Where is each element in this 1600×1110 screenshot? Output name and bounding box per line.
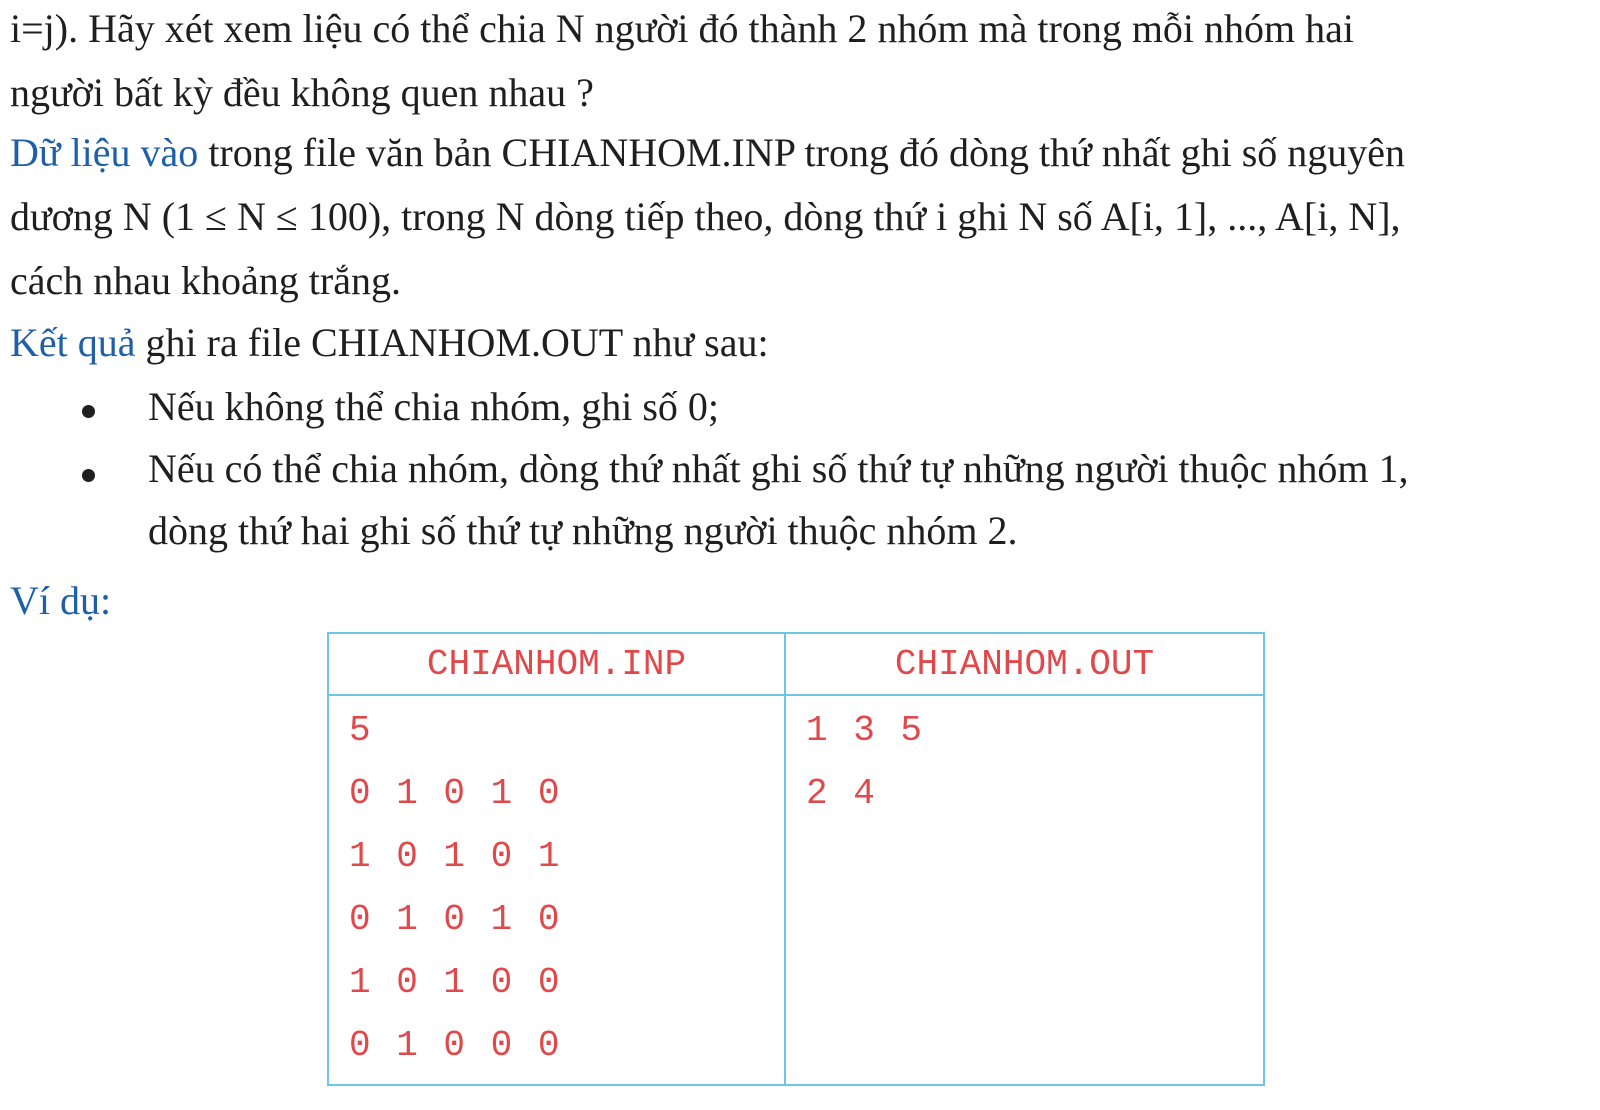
problem-text-line-2: người bất kỳ đều không quen nhau ? — [10, 70, 594, 115]
input-label: Dữ liệu vào — [10, 130, 199, 175]
input-line: 0 1 0 1 0 — [349, 773, 562, 814]
input-line: 0 1 0 1 0 — [349, 899, 562, 940]
output-description-text: ghi ra file CHIANHOM.OUT như sau: — [135, 320, 769, 365]
output-line: 1 3 5 — [806, 710, 925, 751]
problem-text-line-1: i=j). Hãy xét xem liệu có thể chia N người đó thành 2 nhóm mà trong mỗi nhóm hai — [10, 6, 1355, 51]
input-file-contents — [329, 696, 784, 1084]
output-file-contents — [786, 696, 1263, 832]
bullet-icon — [82, 469, 95, 482]
example-table-body-row — [328, 695, 1264, 1085]
input-line: 0 1 0 0 0 — [349, 1025, 562, 1066]
input-description-text: trong file văn bản CHIANHOM.INP trong đó dòng thứ nhất ghi số nguyên — [198, 130, 1406, 175]
example-table — [327, 632, 1265, 1086]
input-file-cell — [328, 695, 785, 1085]
input-description-line-2: dương N (1 ≤ N ≤ 100), trong N dòng tiếp theo, dòng thứ i ghi N số A[i, 1], ..., A[i, N], — [10, 194, 1401, 239]
output-file-header: CHIANHOM.OUT — [785, 633, 1264, 695]
output-file-cell — [785, 695, 1264, 1085]
input-description-line-1 — [10, 130, 1405, 176]
input-line: 1 0 1 0 1 — [349, 836, 562, 877]
input-line: 1 0 1 0 0 — [349, 962, 562, 1003]
input-file-header: CHIANHOM.INP — [328, 633, 785, 695]
output-line: 2 4 — [806, 773, 877, 814]
bullet-item-split-line-1: Nếu có thể chia nhóm, dòng thứ nhất ghi số thứ tự những người thuộc nhóm 1, — [148, 446, 1409, 491]
bullet-item-split-line-2: dòng thứ hai ghi số thứ tự những người thuộc nhóm 2. — [148, 508, 1018, 553]
input-description-line-3: cách nhau khoảng trắng. — [10, 258, 401, 303]
example-table-header-row — [328, 633, 1264, 695]
bullet-item-no-split: Nếu không thể chia nhóm, ghi số 0; — [148, 384, 720, 429]
output-description-line — [10, 320, 769, 366]
bullet-icon — [82, 405, 95, 418]
output-label: Kết quả — [10, 320, 136, 365]
input-line: 5 — [349, 710, 373, 751]
example-label: Ví dụ: — [10, 578, 112, 623]
